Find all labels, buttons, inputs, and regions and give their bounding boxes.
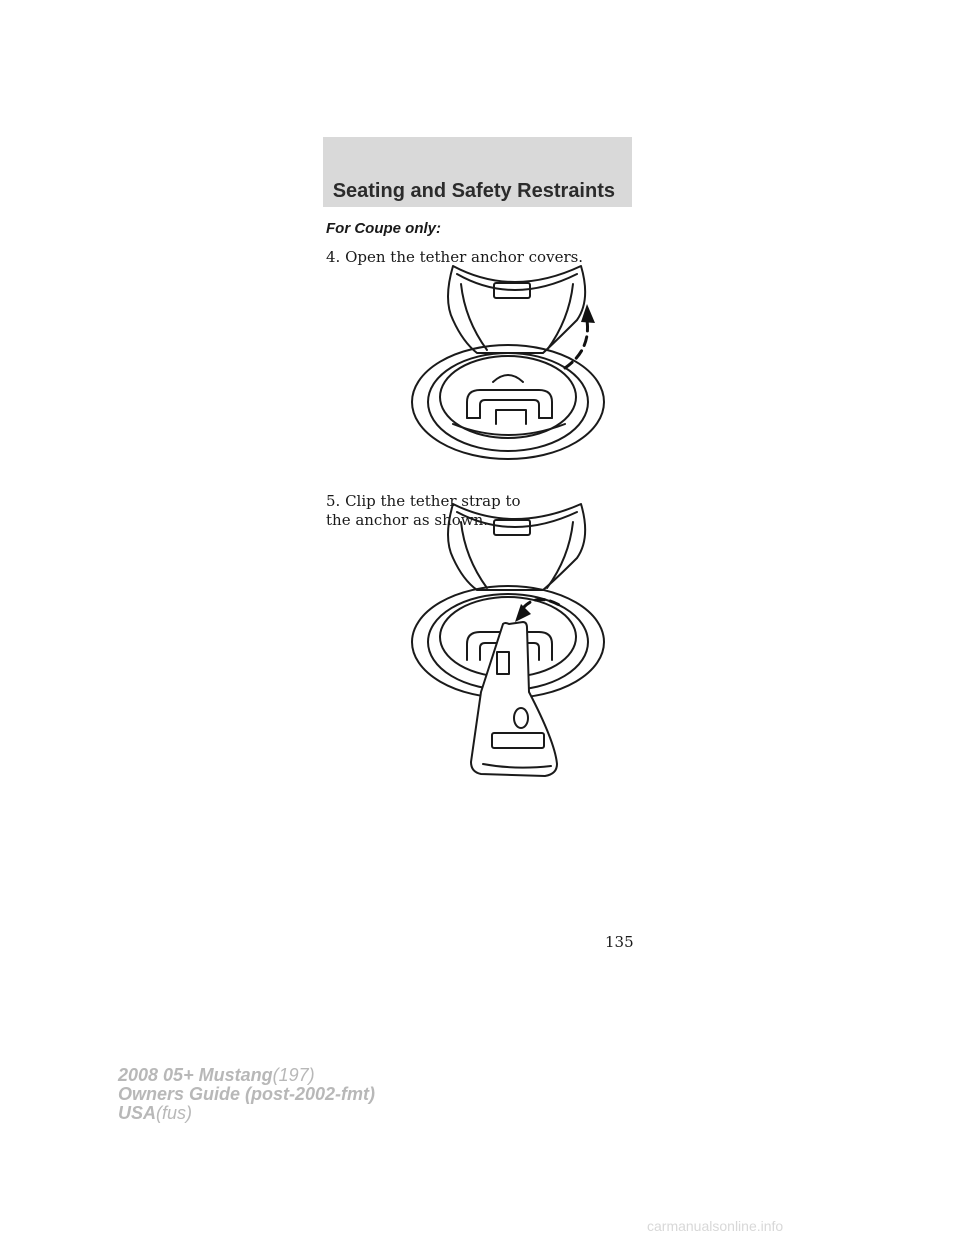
section-subheading: For Coupe only: bbox=[326, 220, 441, 237]
footer-model: 2008 05+ Mustang bbox=[118, 1065, 273, 1085]
footer-model-code: (197) bbox=[272, 1065, 315, 1085]
header-band bbox=[323, 137, 632, 207]
step-5-text: 5. Clip the tether strap to the anchor as shown. bbox=[326, 492, 521, 529]
anchor-cover-open-icon bbox=[405, 250, 637, 490]
footer-market: USA bbox=[118, 1103, 157, 1123]
footer-guide: Owners Guide (post-2002-fmt) bbox=[118, 1084, 376, 1104]
page-number: 135 bbox=[605, 933, 634, 951]
footer-line-1 bbox=[118, 1066, 375, 1085]
footer-line-2 bbox=[118, 1085, 375, 1104]
tether-clip-anchor-icon bbox=[405, 492, 637, 792]
watermark: carmanualsonline.info bbox=[647, 1218, 784, 1234]
footer-line-3 bbox=[118, 1104, 375, 1123]
footer-doc-info bbox=[118, 1066, 375, 1123]
step-4-text: 4. Open the tether anchor covers. bbox=[326, 248, 584, 266]
footer-market-code: (fus) bbox=[156, 1103, 193, 1123]
page-title: Seating and Safety Restraints bbox=[332, 180, 615, 202]
